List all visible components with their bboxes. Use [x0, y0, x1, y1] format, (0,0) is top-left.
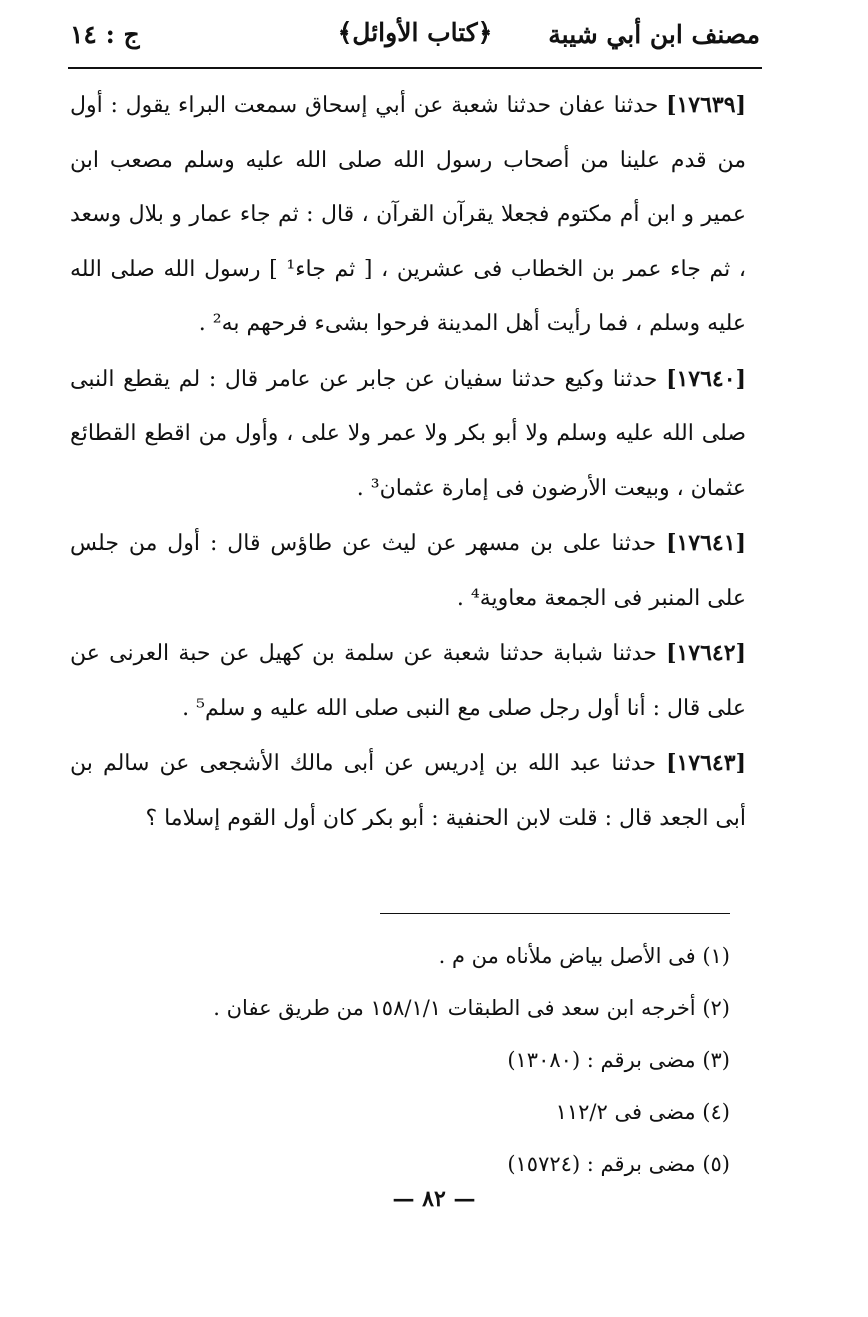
header-divider — [68, 67, 762, 69]
chapter-title: ﴿كتاب الأوائل﴾ — [337, 18, 493, 47]
hadith-number: [١٧٦٤٠] — [666, 365, 746, 392]
hadith-paragraph — [70, 352, 746, 517]
main-text — [70, 78, 746, 846]
page-number: — ٨٢ — — [392, 1186, 476, 1212]
footnote-item: (٢) أخرجه ابن سعد فى الطبقات ١٥٨/١/١ من طريق عفان . — [213, 996, 730, 1020]
hadith-number: [١٧٦٤١] — [666, 530, 746, 556]
hadith-text: حدثنا عبد الله بن إدريس عن أبى مالك الأشجعى عن سالم بن أبى الجعد قال : قلت لابن الحنفية : أبو بكر كان أول القوم إسلاما ؟ — [70, 751, 746, 831]
footnotes — [213, 930, 730, 1190]
footnote-item: (٥) مضى برقم : (١٥٧٢٤) — [507, 1152, 730, 1176]
hadith-text: حدثنا على بن مسهر عن ليث عن طاؤس قال : أول من جلس على المنبر فى الجمعة معاوية⁴ . — [70, 531, 746, 611]
hadith-paragraph — [70, 626, 746, 736]
footnote-item: (١) فى الأصل بياض ملأناه من م . — [438, 944, 730, 968]
hadith-text: حدثنا وكيع حدثنا سفيان عن جابر عن عامر قال : لم يقطع النبى صلى الله عليه وسلم ولا أبو بكر ولا عمر ولا على ، وأول من اقطع القطائع عثمان ، وبيعت الأرضون فى إمارة عثمان³ . — [70, 366, 746, 501]
footnote-item: (٣) مضى برقم : (١٣٠٨٠) — [507, 1048, 730, 1072]
hadith-number: [١٧٦٣٩] — [666, 92, 746, 118]
volume-number: ج : ١٤ — [70, 20, 140, 49]
hadith-paragraph — [70, 516, 746, 626]
hadith-text: حدثنا شبابة حدثنا شعبة عن سلمة بن كهيل عن حبة العرنى عن على قال : أنا أول رجل صلى مع النبى صلى الله عليه و سلم⁵ . — [70, 641, 746, 721]
hadith-paragraph — [70, 78, 746, 352]
hadith-number: [١٧٦٤٢] — [666, 640, 746, 666]
hadith-number: [١٧٦٤٣] — [666, 750, 746, 776]
running-header — [70, 12, 760, 60]
hadith-text: حدثنا عفان حدثنا شعبة عن أبي إسحاق سمعت البراء يقول : أول من قدم علينا من أصحاب رسول الله صلى الله عليه وسلم مصعب ابن عمير و ابن أم مكتوم فجعلا يقرآن القرآن ، قال : ثم جاء عمار و بلال وسعد ، ثم جاء عمر بن الخطاب فى عشرين ، [ ثم جاء¹ ] رسول الله صلى الله عليه وسلم ، فما رأيت أهل المدينة فرحوا بشىء فرحهم به² . — [70, 93, 746, 336]
hadith-paragraph — [70, 736, 746, 846]
footnote-divider — [380, 913, 730, 914]
book-title: مصنف ابن أبي شيبة — [548, 20, 760, 49]
footnote-item: (٤) مضى فى ١١٢/٢ — [555, 1100, 730, 1124]
